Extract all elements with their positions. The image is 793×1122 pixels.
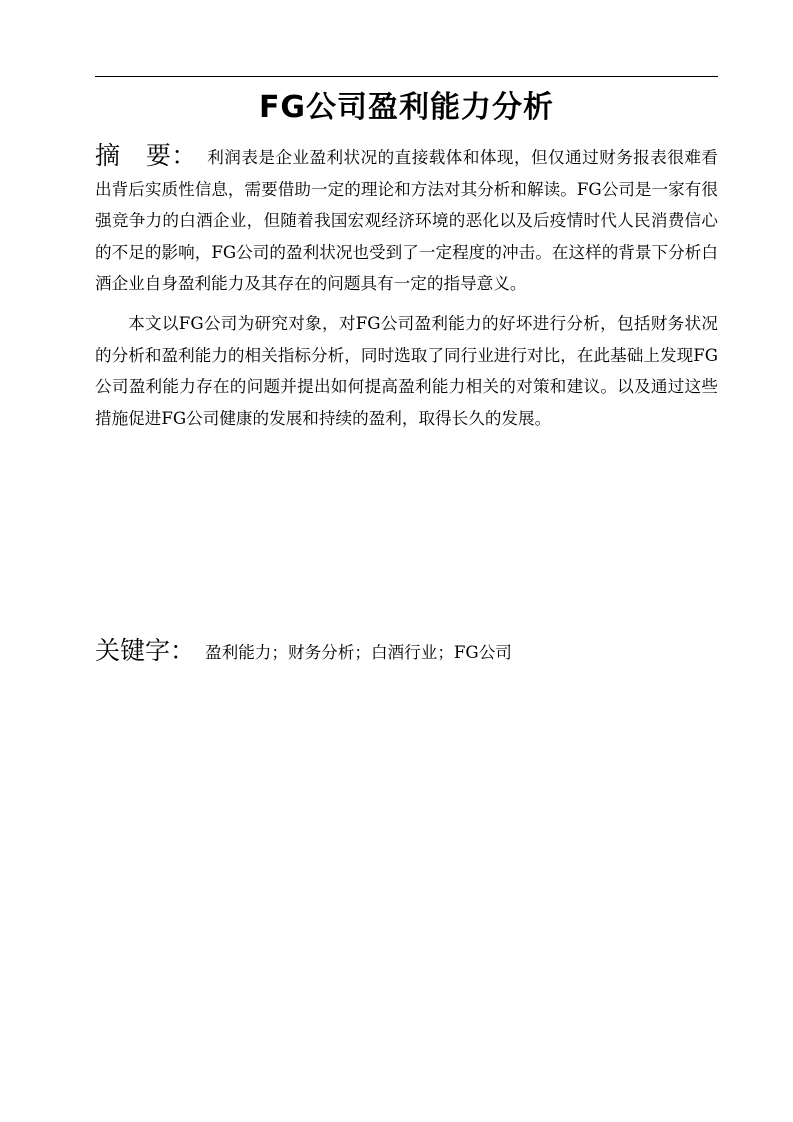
abstract-paragraph-1 (95, 140, 718, 300)
keywords-label: 关键字： (95, 636, 196, 665)
document-title: FG公司盈利能力分析 (258, 90, 555, 125)
abstract-paragraph-2: 本文以FG公司为研究对象，对FG公司盈利能力的好坏进行分析，包括财务状况的分析和盈利能力的相关指标分析，同时选取了同行业进行对比，在此基础上发现FG公司盈利能力存在的问题并提出如何提高盈利能力相关的对策和建议。以及通过这些措施促进FG公司健康的发展和持续的盈利，取得长久的发展。 (95, 313, 718, 428)
keywords-section (95, 633, 718, 671)
abstract-section (95, 140, 718, 434)
abstract-paragraph-1-text: 利润表是企业盈利状况的直接载体和体现，但仅通过财务报表很难看出背后实质性信息，需要借助一定的理论和方法对其分析和解读。FG公司是一家有很强竞争力的白酒企业，但随着我国宏观经济环境的恶化以及后疫情时代人民消费信心的不足的影响，FG公司的盈利状况也受到了一定程度的冲击。在这样的背景下分析白酒企业自身盈利能力及其存在的问题具有一定的指导意义。 (95, 148, 718, 294)
keywords-text: 盈利能力；财务分析；白酒行业；FG公司 (205, 643, 512, 662)
abstract-label: 摘 要： (95, 141, 197, 170)
header-rule (95, 76, 718, 77)
